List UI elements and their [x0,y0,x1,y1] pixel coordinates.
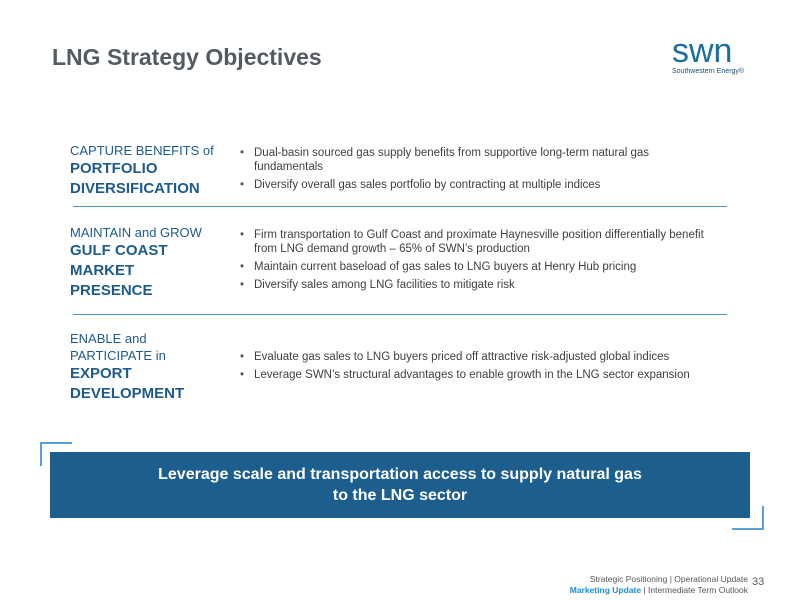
objective-bullets [240,228,720,296]
objective-heading [70,142,238,199]
objective-export-development [70,330,730,400]
objective-heading-emphasis: DIVERSIFICATION [70,180,200,197]
footer-section-name: Intermediate Term Outlook [648,585,748,595]
bullet-item: • Diversify overall gas sales portfolio by contracting at multiple indices [240,178,720,192]
banner-line: Leverage scale and transportation access to supply natural gas [158,466,642,483]
objective-heading [70,330,238,404]
objective-heading-lead: MAINTAIN and GROW [70,225,202,240]
objective-heading [70,224,238,301]
page-number: 33 [752,576,765,588]
objective-heading-emphasis: PORTFOLIO [70,160,158,177]
bullet-item: • Maintain current baseload of gas sales to LNG buyers at Henry Hub pricing [240,260,720,274]
objective-bullets [240,146,720,196]
objective-portfolio-diversification [70,142,730,202]
bullet-item: • Diversify sales among LNG facilities to mitigate risk [240,278,720,292]
logo-tagline: Southwestern Energy® [672,68,745,75]
swn-logo [664,34,774,82]
objective-heading-emphasis: PRESENCE [70,282,153,299]
bullet-item: • Evaluate gas sales to LNG buyers priced off attractive risk-adjusted global indices [240,350,720,364]
section-divider [73,206,727,207]
footer-separator: | [641,585,648,595]
objective-heading-lead: PARTICIPATE in [70,348,166,363]
objective-heading-emphasis: MARKET [70,262,135,279]
banner-line: to the LNG sector [332,487,468,504]
objective-heading-lead: CAPTURE BENEFITS of [70,143,214,158]
key-message-banner [50,452,750,518]
objective-bullets [240,350,720,386]
section-divider [73,314,727,315]
logo-wordmark: swn [672,32,733,70]
footer-active-section: Marketing Update [569,585,642,595]
footer-nav-line: Strategic Positioning | Operational Update [589,574,748,584]
page-title: LNG Strategy Objectives [52,44,322,70]
objective-heading-emphasis: DEVELOPMENT [70,385,185,402]
footer-nav-line [570,585,748,596]
section-navigation-footer [570,574,748,596]
bullet-item: • Firm transportation to Gulf Coast and proximate Haynesville position differentially benefit from LNG demand growth – 65% of SWN’s production [240,228,720,256]
objective-heading-lead: ENABLE and [70,331,147,346]
bullet-item: • Leverage SWN’s structural advantages to enable growth in the LNG sector expansion [240,368,720,382]
objective-gulf-coast-presence [70,224,730,304]
bullet-item: • Dual-basin sourced gas supply benefits from supportive long-term natural gas fundamentals [240,146,720,174]
key-message-callout [40,442,764,530]
objective-heading-emphasis: EXPORT [70,365,132,382]
objective-heading-emphasis: GULF COAST [70,242,168,259]
